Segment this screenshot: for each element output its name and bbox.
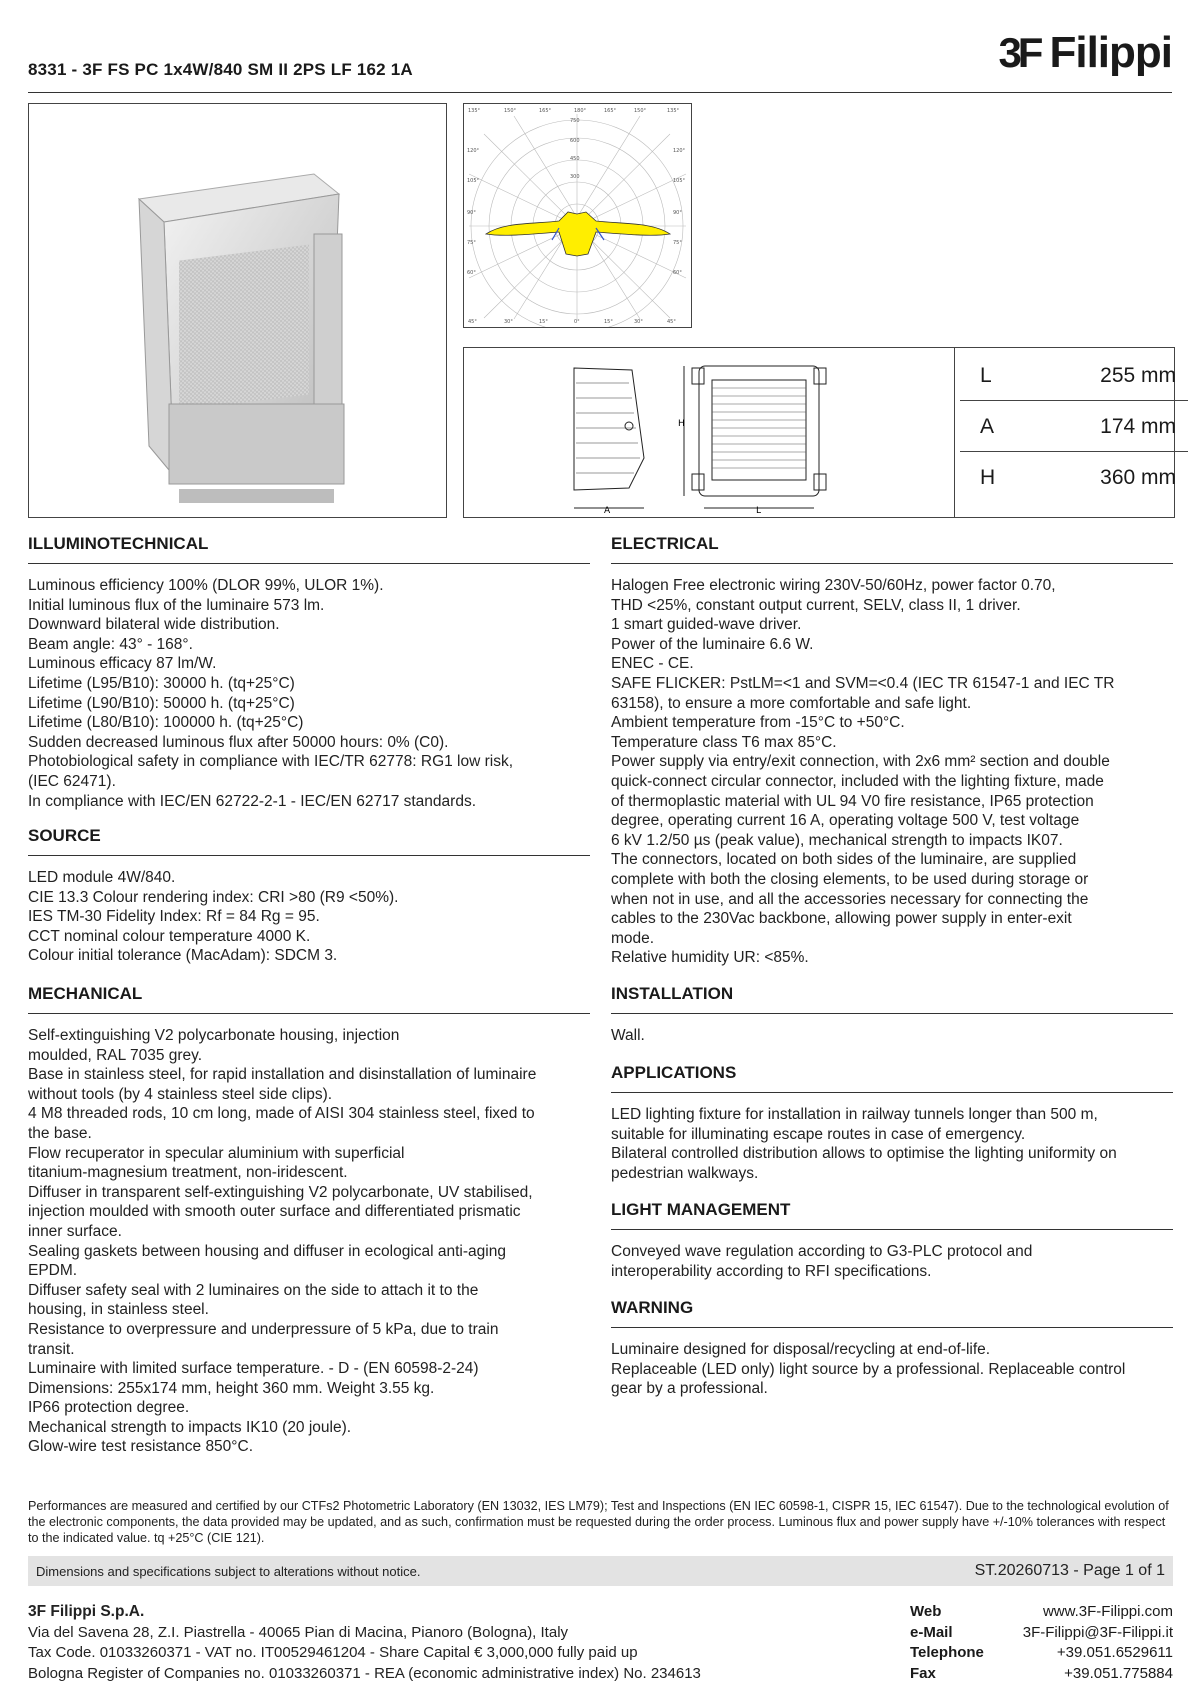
brand-logo <box>998 28 1172 78</box>
polar-angle-label: 150° <box>504 108 517 114</box>
section-body: Self-extinguishing V2 polycarbonate housing, injection moulded, RAL 7035 grey. Base in stainless steel, for rapid installation and disinstallation of luminaire without tools (by 4 stainless steel side clips). 4 M8 threaded rods, 10 cm long, made of AISI 304 stainless steel, fixed to the base. Flow recuperator in specular aluminium with superficial titanium-magnesium treatment, non-iridescent. Diffuser in transparent self-extinguishing V2 polycarbonate, UV stabilised, injection moulded with smooth outer surface and differentiated prismatic inner surface. Sealing gaskets between housing and diffuser in ecological anti-aging EPDM. Diffuser safety seal with 2 luminaires on the side to attach it to the housing, in stainless steel. Resistance to overpressure and underpressure of 5 kPa, due to train transit. Luminaire with limited surface temperature. - D - (EN 60598-2-24) Dimensions: 255x174 mm, height 360 mm. Weight 3.55 kg. IP66 protection degree. Mechanical strength to impacts IK10 (20 joule). Glow-wire test resistance 850°C. <box>28 1027 537 1456</box>
dimension-row <box>960 350 1188 400</box>
company-tax: Tax Code. 01033260371 - VAT no. IT00529461204 - Share Capital € 3,000,000 fully paid up <box>28 1644 638 1661</box>
luminaire-photo-icon <box>29 104 446 517</box>
label-l: L <box>756 506 762 516</box>
dimension-key: H <box>980 466 996 489</box>
technical-drawing <box>464 348 954 517</box>
section-title: ILLUMINOTECHNICAL <box>28 534 590 564</box>
polar-radial-label: 450 <box>570 156 580 162</box>
polar-angle-label: 75° <box>673 240 682 246</box>
contact-row <box>910 1602 1173 1623</box>
section-body: Wall. <box>611 1027 645 1044</box>
polar-angle-label: 45° <box>468 319 477 325</box>
notice-bar <box>28 1556 1173 1586</box>
dimension-table <box>960 350 1188 502</box>
polar-angle-label: 15° <box>604 319 613 325</box>
section-title: WARNING <box>611 1298 1173 1328</box>
contact-value[interactable]: www.3F-Filippi.com <box>1042 1603 1173 1620</box>
section-light-management <box>611 1200 1173 1281</box>
dimension-divider <box>954 348 955 517</box>
section-title: INSTALLATION <box>611 984 1173 1014</box>
dimension-row <box>960 451 1188 502</box>
polar-angle-label: 0° <box>574 319 580 325</box>
section-title: SOURCE <box>28 826 590 856</box>
polar-diagram <box>463 103 692 328</box>
polar-angle-label: 105° <box>467 178 480 184</box>
polar-angle-label: 105° <box>673 178 686 184</box>
section-body: LED lighting fixture for installation in railway tunnels longer than 500 m, suitable for illuminating escape routes in case of emergency. Bilateral controlled distribution allows to optimise the lighting uniformity on pedestrian walkways. <box>611 1106 1117 1182</box>
header-divider <box>28 92 1172 93</box>
polar-angle-label: 135° <box>468 108 481 114</box>
section-body: Conveyed wave regulation according to G3-PLC protocol and interoperability according to RFI specifications. <box>611 1243 1033 1280</box>
contact-label: Web <box>910 1603 942 1620</box>
contact-value: +39.051.775884 <box>1064 1664 1173 1682</box>
company-name: 3F Filippi S.p.A. <box>28 1603 145 1620</box>
contact-value: +39.051.6529611 <box>1056 1644 1173 1661</box>
section-body: Luminaire designed for disposal/recycling at end-of-life. Replaceable (LED only) light source by a professional. Replaceable control gear by a professional. <box>611 1341 1126 1398</box>
section-title: LIGHT MANAGEMENT <box>611 1200 1173 1230</box>
label-a: A <box>604 506 611 516</box>
dimension-key: L <box>980 364 992 387</box>
contact-label: Telephone <box>910 1644 984 1661</box>
section-applications <box>611 1063 1173 1183</box>
section-title: APPLICATIONS <box>611 1063 1173 1093</box>
notice-text: Dimensions and specifications subject to alterations without notice. <box>36 1563 421 1579</box>
polar-angle-label: 165° <box>604 108 617 114</box>
polar-radial-label: 600 <box>570 138 580 144</box>
section-illuminotechnical <box>28 534 590 811</box>
contact-row <box>910 1643 1173 1664</box>
polar-angle-label: 120° <box>673 148 686 154</box>
section-installation <box>611 984 1173 1046</box>
label-h: H <box>678 419 685 429</box>
polar-radial-label: 750 <box>570 118 580 124</box>
polar-angle-label: 120° <box>467 148 480 154</box>
polar-angle-label: 60° <box>673 270 682 276</box>
polar-angle-label: 180° <box>574 108 587 114</box>
polar-angle-label: 75° <box>467 240 476 246</box>
contact-row <box>910 1664 1173 1685</box>
company-info <box>28 1602 701 1684</box>
dimension-value: 255 mm <box>1100 364 1176 387</box>
section-warning <box>611 1298 1173 1399</box>
polar-angle-label: 15° <box>539 319 548 325</box>
section-mechanical <box>28 984 590 1457</box>
section-body: Halogen Free electronic wiring 230V-50/60Hz, power factor 0.70, THD <25%, constant output current, SELV, class II, 1 driver. 1 smart guided-wave driver. Power of the luminaire 6.6 W. ENEC - CE. SAFE FLICKER: PstLM=<1 and SVM=<0.4 (IEC TR 61547-1 and IEC TR 63158), to ensure a more comfortable and safe light. Ambient temperature from -15°C to +50°C. Temperature class T6 max 85°C. Power supply via entry/exit connection, with 2x6 mm² section and double quick-connect circular connector, included with the lighting fixture, made of thermoplastic material with UL 94 V0 fire resistance, IP65 protection degree, operating current 16 A, operating voltage 500 V, test voltage 6 kV 1.2/50 µs (peak value), mechanical strength to impacts IK07. The connectors, located on both sides of the luminaire, are supplied complete with both the closing elements, to be used during storage or when not in use, and all the accessories necessary for connecting the cables to the 230Vac backbone, allowing power supply in enter-exit mode. Relative humidity UR: <85%. <box>611 577 1115 967</box>
polar-angle-label: 165° <box>539 108 552 114</box>
polar-angle-label: 90° <box>467 210 476 216</box>
product-photo <box>28 103 447 518</box>
section-electrical <box>611 534 1173 968</box>
logo-mark: 3F <box>998 29 1040 76</box>
contacts <box>910 1602 1173 1684</box>
polar-angle-label: 30° <box>504 319 513 325</box>
polar-angle-label: 30° <box>634 319 643 325</box>
section-source <box>28 826 590 966</box>
polar-radial-label: 300 <box>570 174 580 180</box>
contact-row <box>910 1623 1173 1644</box>
section-title: ELECTRICAL <box>611 534 1173 564</box>
contact-value[interactable]: 3F-Filippi@3F-Filippi.it <box>1022 1623 1173 1641</box>
dimension-key: A <box>980 415 995 438</box>
polar-angle-label: 90° <box>673 210 682 216</box>
company-address: Via del Savena 28, Z.I. Piastrella - 40065 Pian di Macina, Pianoro (Bologna), Italy <box>28 1623 569 1641</box>
dimension-value: 174 mm <box>1100 415 1176 438</box>
polar-chart <box>464 104 691 327</box>
polar-angle-label: 150° <box>634 108 647 114</box>
polar-angle-label: 135° <box>667 108 680 114</box>
polar-angle-label: 45° <box>667 319 676 325</box>
polar-angle-label: 60° <box>467 270 476 276</box>
section-title: MECHANICAL <box>28 984 590 1014</box>
logo-text: Filippi <box>1049 28 1172 77</box>
company-register: Bologna Register of Companies no. 01033260371 - REA (economic administrative index) No. 234613 <box>28 1664 701 1682</box>
section-body: Luminous efficiency 100% (DLOR 99%, ULOR 1%). Initial luminous flux of the luminaire 573 lm. Downward bilateral wide distribution. Beam angle: 43° - 168°. Luminous efficacy 87 lm/W. Lifetime (L95/B10): 30000 h. (tq+25°C) Lifetime (L90/B10): 50000 h. (tq+25°C) Lifetime (L80/B10): 100000 h. (tq+25°C) Sudden decreased luminous flux after 50000 hours: 0% (C0). Photobiological safety in compliance with IEC/TR 62778: RG1 low risk, (IEC 62471). In compliance with IEC/EN 62722-2-1 - IEC/EN 62717 standards. <box>28 577 514 810</box>
dimension-value: 360 mm <box>1100 466 1176 489</box>
page-number: ST.20260713 - Page 1 of 1 <box>974 1562 1165 1579</box>
product-title: 8331 - 3F FS PC 1x4W/840 SM II 2PS LF 162 1A <box>28 60 413 79</box>
footnote: Performances are measured and certified by our CTFs2 Photometric Laboratory (EN 13032, IES LM79); Test and Inspections (EN IEC 60598-1, CISPR 15, IEC 61547). Due to the technological evolution of the electronic components, the data provided may be updated, and as such, confirmation must be requested during the order process. Luminous flux and power supply have +/-10% tolerances with respect to the indicated value. tq +25°C (CIE 121). <box>28 1499 1169 1545</box>
contact-label: Fax <box>910 1664 936 1682</box>
section-body: LED module 4W/840. CIE 13.3 Colour rendering index: CRI >80 (R9 <50%). IES TM-30 Fidelity Index: Rf = 84 Rg = 95. CCT nominal colour temperature 4000 K. Colour initial tolerance (MacAdam): SDCM 3. <box>28 869 399 965</box>
dimension-row <box>960 400 1188 451</box>
contact-label: e-Mail <box>910 1623 953 1641</box>
